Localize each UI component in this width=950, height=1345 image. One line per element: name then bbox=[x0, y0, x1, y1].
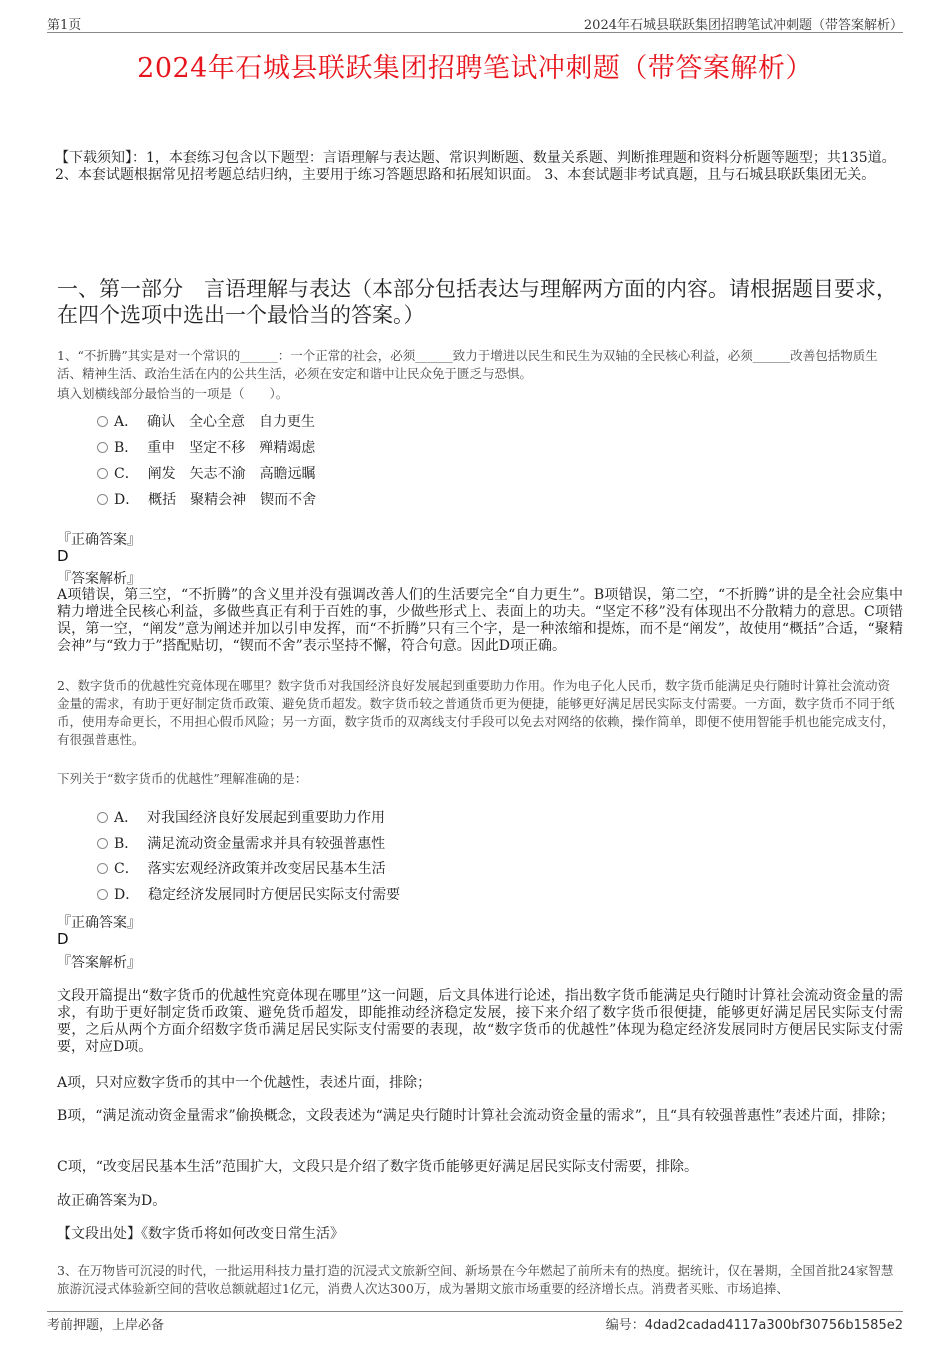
question-2-option-d[interactable] bbox=[97, 884, 400, 904]
header-doc-title: 2024年石城县联跃集团招聘笔试冲刺题（带答案解析） bbox=[583, 18, 903, 33]
option-label: B． 重申 坚定不移 殚精竭虑 bbox=[114, 440, 316, 456]
radio-icon[interactable] bbox=[97, 442, 108, 453]
question-2-analysis-b: B项，“满足流动资金量需求”偷换概念，文段表述为“满足央行随时计算社会流动资金量的需求”，且“具有较强普惠性”表述片面，排除； bbox=[57, 1108, 895, 1124]
radio-icon[interactable] bbox=[97, 863, 108, 874]
page-title: 2024年石城县联跃集团招聘笔试冲刺题（带答案解析） bbox=[137, 53, 813, 84]
question-1-option-b[interactable] bbox=[97, 437, 315, 457]
option-label: B． 满足流动资金量需求并具有较强普惠性 bbox=[114, 836, 386, 852]
question-2-prompt: 下列关于“数字货币的优越性”理解准确的是： bbox=[57, 771, 308, 786]
question-2-stem: 2、数字货币的优越性究竟体现在哪里？数字货币对我国经济良好发展起到重要助力作用。作为电子化人民币，数字货币能满足央行随时计算社会流动资金量的需求，有助于更好制定货币政策、避免货币超发。数字货币较之普通货币更为便捷，能够更好满足居民实际支付需要。一方面，数字货币不同于纸币，使用寿命更长，不用担心假币风险；另一方面，数字货币的双离线支付手段可以免去对网络的依赖，操作简单，即便不使用智能手机也能完成支付，有很强普惠性。 bbox=[57, 678, 895, 747]
question-1-option-a[interactable] bbox=[97, 411, 315, 431]
radio-icon[interactable] bbox=[97, 889, 108, 900]
page-number: 第1页 bbox=[47, 18, 82, 33]
radio-icon[interactable] bbox=[97, 494, 108, 505]
question-2-answer-label: 『正确答案』 bbox=[57, 915, 141, 931]
question-1-option-d[interactable] bbox=[97, 489, 316, 509]
question-2-analysis-a: A项，只对应数字货币的其中一个优越性，表述片面，排除； bbox=[57, 1075, 432, 1091]
question-1-prompt: 填入划横线部分最恰当的一项是（ ）。 bbox=[57, 386, 289, 401]
question-2-option-b[interactable] bbox=[97, 833, 385, 853]
header-divider bbox=[47, 32, 903, 33]
question-1-stem: 1、“不折腾”其实是对一个常识的______：一个正常的社会，必须______致力于增进以民生和民生为双轴的全民核心利益，必须______改善包括物质生活、精神生活、政治生活在内的公共生活，必须在安定和谐中让民众免于匮乏与恐惧。 bbox=[57, 348, 878, 381]
option-label: C． 落实宏观经济政策并改变居民基本生活 bbox=[114, 861, 386, 877]
radio-icon[interactable] bbox=[97, 468, 108, 479]
option-label: A． 对我国经济良好发展起到重要助力作用 bbox=[114, 810, 386, 826]
question-1-answer: D bbox=[57, 547, 69, 565]
question-2-option-a[interactable] bbox=[97, 807, 385, 827]
question-1-option-c[interactable] bbox=[97, 463, 316, 483]
question-2-answer: D bbox=[57, 930, 69, 948]
question-2-analysis-main: 文段开篇提出“数字货币的优越性究竟体现在哪里”这一问题，后文具体进行论述，指出数字货币能满足央行随时计算社会流动资金量的需求，有助于更好制定货币政策、避免货币超发，即能推动经济稳定发展，接下来介绍了数字货币很便捷，能够更好满足居民实际支付需要，之后从两个方面介绍数字货币满足居民实际支付需要的表现，故“数字货币的优越性”体现为稳定经济发展同时方便居民实际支付需要，对应D项。 bbox=[57, 988, 903, 1055]
radio-icon[interactable] bbox=[97, 812, 108, 823]
question-2-source: 【文段出处】《数字货币将如何改变日常生活》 bbox=[57, 1226, 344, 1242]
question-2-conclusion: 故正确答案为D。 bbox=[57, 1193, 167, 1209]
option-label: C． 阐发 矢志不渝 高瞻远瞩 bbox=[114, 466, 316, 482]
question-1-analysis-label: 『答案解析』 bbox=[57, 571, 141, 587]
question-3-stem: 3、在万物皆可沉浸的时代，一批运用科技力量打造的沉浸式文旅新空间、新场景在今年燃起了前所未有的热度。据统计，仅在暑期，全国首批24家智慧旅游沉浸式体验新空间的营收总额就超过1亿元，消费人次达300万，成为暑期文旅市场重要的经济增长点。消费者买账、市场追捧、 bbox=[57, 1263, 894, 1296]
question-2-analysis-c: C项，“改变居民基本生活”范围扩大，文段只是介绍了数字货币能够更好满足居民实际支付需要，排除。 bbox=[57, 1159, 699, 1175]
question-1-analysis: A项错误，第三空，“不折腾”的含义里并没有强调改善人们的生活要完全“自力更生”。B项错误，第二空，“不折腾”讲的是全社会应集中精力增进全民核心利益，多做些真正有利于百姓的事，少做些形式上、表面上的功夫。“坚定不移”没有体现出不分散精力的意思。C项错误，第一空，“阐发”意为阐述并加以引申发挥，而“不折腾”只有三个字，是一种浓缩和提炼，而不是“阐发”，故使用“概括”合适，“聚精会神”与“致力于”搭配贴切，“锲而不舍”表示坚持不懈，符合句意。因此D项正确。 bbox=[57, 587, 903, 654]
footer-slogan: 考前押题，上岸必备 bbox=[47, 1318, 165, 1333]
footer-code-value: 4dad2cadad4117a300bf30756b1585e2 bbox=[644, 1318, 903, 1333]
section-heading: 一、第一部分 言语理解与表达（本部分包括表达与理解两方面的内容。请根据题目要求，在四个选项中选出一个最恰当的答案。） bbox=[57, 277, 897, 327]
footer-code bbox=[606, 1314, 903, 1333]
radio-icon[interactable] bbox=[97, 838, 108, 849]
option-label: A． 确认 全心全意 自力更生 bbox=[114, 414, 316, 430]
question-2-option-c[interactable] bbox=[97, 858, 386, 878]
download-notice: 【下载须知】：1，本套练习包含以下题型：言语理解与表达题、常识判断题、数量关系题、判断推理题和资料分析题等题型；共135道。 2、本套试题根据常见招考题总结归纳，主要用于练习答题思路和拓展知识面。 3、本套试题非考试真题，且与石城县联跃集团无关。 bbox=[55, 150, 896, 183]
option-label: D． 概括 聚精会神 锲而不舍 bbox=[114, 492, 317, 508]
footer-divider bbox=[47, 1311, 903, 1312]
radio-icon[interactable] bbox=[97, 416, 108, 427]
question-2-analysis-label: 『答案解析』 bbox=[57, 955, 141, 971]
question-1-answer-label: 『正确答案』 bbox=[57, 532, 141, 548]
footer-code-label: 编号： bbox=[605, 1318, 645, 1333]
option-label: D． 稳定经济发展同时方便居民实际支付需要 bbox=[114, 887, 401, 903]
